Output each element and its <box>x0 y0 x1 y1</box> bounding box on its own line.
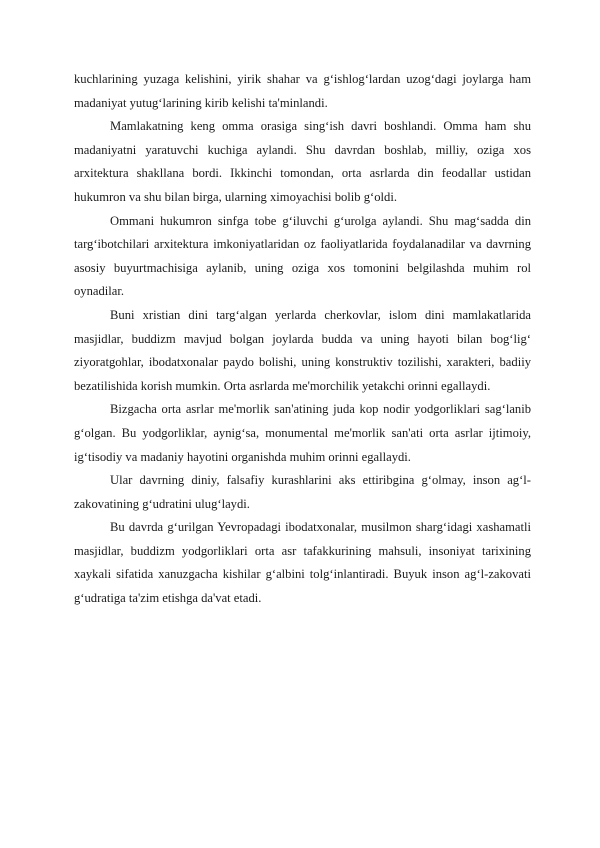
paragraph-1: kuchlarining yuzaga kelishini, yirik shahar va g‘ishlog‘lardan uzog‘dagi joylarga ham madaniyat yutug‘larining kirib kelishi ta'minlandi. <box>74 72 531 110</box>
paragraph-3: Ommani hukumron sinfga tobe g‘iluvchi g‘urolga aylandi. Shu mag‘sadda din targ‘ibotchilari arxitektura imkoniyatlaridan oz faoliyatlarida foydalanadilar va davrning asosiy buyurtmachisiga aylanib, uning oziga xos tomonini belgilashda muhim rol oynadilar. <box>74 213 531 299</box>
document-body <box>74 68 531 611</box>
paragraph-4: Buni xristian dini targ‘algan yerlarda cherkovlar, islom dini mamlakatlarida masjidlar, buddizm mavjud bolgan joylarda budda va uning hayoti bilan bog‘lig‘ ziyoratgohlar, ibodatxonalar paydo bolishi, uning konstruktiv tozilishi, xarakteri, badiiy bezatilishida korish mumkin. Orta asrlarda me'morchilik yetakchi orinni egallaydi. <box>74 307 531 393</box>
paragraph-2: Mamlakatning keng omma orasiga sing‘ish davri boshlandi. Omma ham shu madaniyatni yaratuvchi kuchiga aylandi. Shu davrdan boshlab, milliy, oziga xos arxitektura shakllana bordi. Ikkinchi tomondan, orta asrlarda din feodallar ustidan hukumron va shu bilan birga, ularning ximoyachisi bolib g‘oldi. <box>74 119 531 204</box>
paragraph-5: Bizgacha orta asrlar me'morlik san'atining juda kop nodir yodgorliklari sag‘lanib g‘olgan. Bu yodgorliklar, aynig‘sa, monumental me'morlik san'ati orta asrlar ijtimoiy, ig‘tisodiy va madaniy hayotini organishda muhim orinni egallaydi. <box>74 402 531 464</box>
paragraph-6: Ular davrning diniy, falsafiy kurashlarini aks ettiribgina g‘olmay, inson ag‘l-zakovatining g‘udratini ulug‘laydi. <box>74 473 531 511</box>
paragraph-7: Bu davrda g‘urilgan Yevropadagi ibodatxonalar, musilmon sharg‘idagi xashamatli masjidlar, buddizm yodgorliklari orta asr tafakkurining mahsuli, insoniyat tarixining xaykali sifatida xanuzgacha kishilar g‘albini tolg‘inlantiradi. Buyuk inson ag‘l-zakovati g‘udratiga ta'zim etishga da'vat etadi. <box>74 520 531 606</box>
